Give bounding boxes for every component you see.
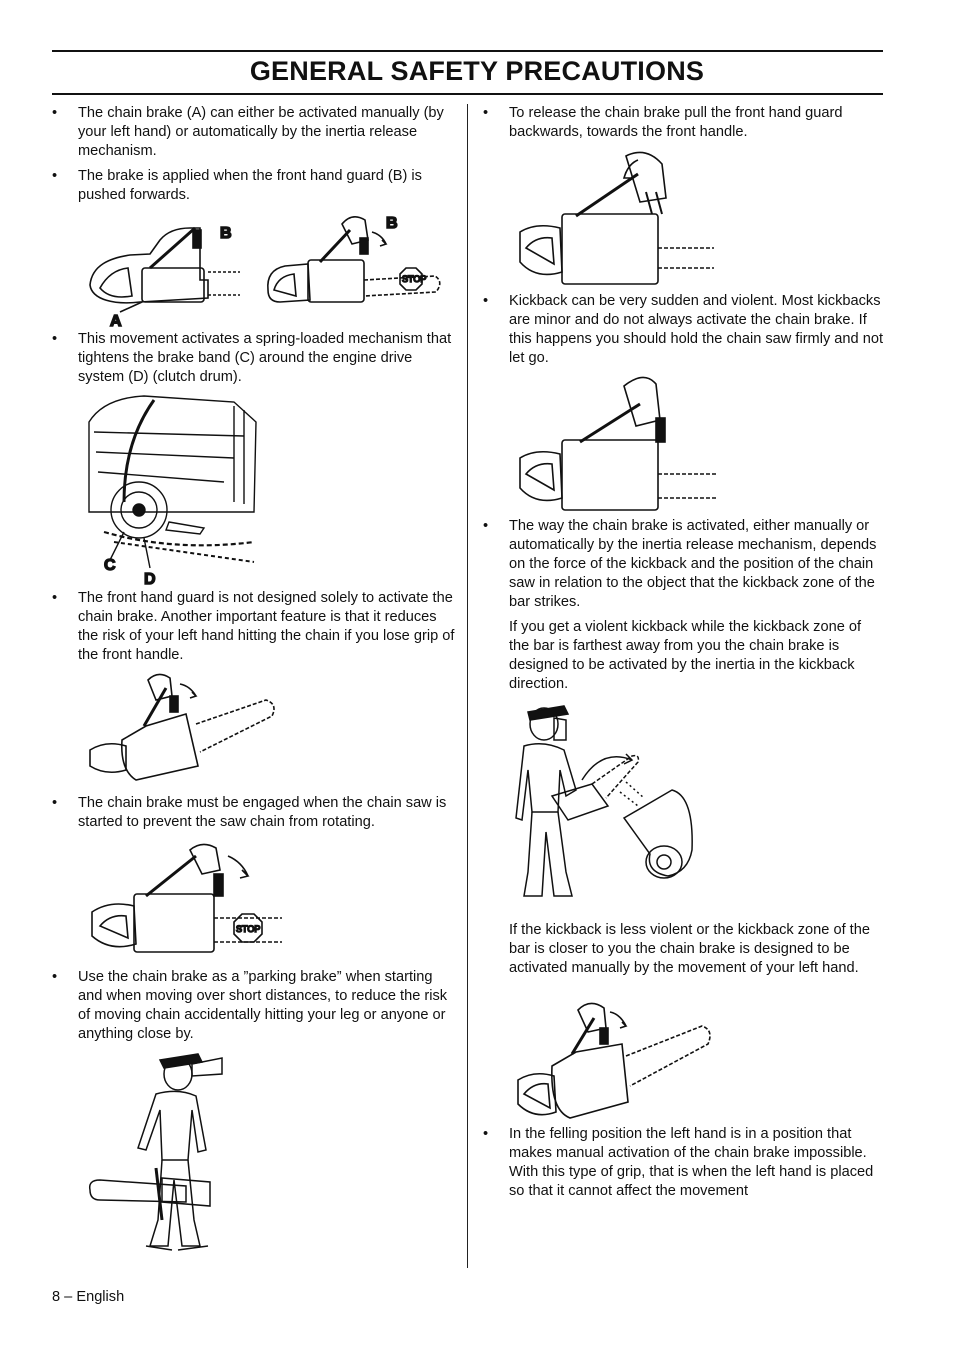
figure-release-brake — [516, 148, 716, 288]
figure-handguard-protection — [86, 670, 286, 790]
figure-kickback-log — [512, 700, 702, 918]
left-bullet-4: • The front hand guard is not designed solely to activate the chain brake. Another important feature is that it reduces the risk of your left hand hitting the chain if you lose grip of the front handle. — [78, 589, 458, 665]
right-bullet-3: • The way the chain brake is activated, either manually or automatically by the inertia release mechanism, depends on the force of the kickback and the position of the chain saw in relation to the object that the kickback zone of the bar strikes. — [509, 517, 883, 612]
figure-operator-carrying-saw — [86, 1050, 226, 1270]
label-b-right: B — [386, 215, 398, 232]
label-c: C — [104, 557, 116, 574]
right-paragraph-inertia: If you get a violent kickback while the kickback zone of the bar is farthest away from you the chain brake is designed to be activated by the inertia in the kickback direction. — [509, 619, 862, 692]
left-bullet-6: • Use the chain brake as a ”parking brake” when starting and when moving over short distances, to reduce the risk of moving chain accidentally hitting your leg or anyone or anything close by. — [78, 968, 458, 1044]
column-divider — [467, 104, 468, 1268]
label-a: A — [110, 313, 122, 330]
figure-brake-band-clutch — [84, 392, 259, 587]
stop-sign-label-2: STOP — [236, 924, 261, 934]
label-d: D — [144, 571, 156, 588]
right-paragraph-manual: If the kickback is less violent or the kickback zone of the bar is closer to you the chain brake is designed to be activated manually by the movement of your left hand. — [509, 922, 870, 976]
label-b-left: B — [220, 225, 232, 242]
header-bottom-rule — [52, 93, 883, 95]
right-bullet-1: • To release the chain brake pull the front hand guard backwards, towards the front handle. — [509, 104, 883, 142]
page-footer: 8 – English — [52, 1289, 125, 1305]
left-bullet-1: • The chain brake (A) can either be activated manually (by your left hand) or automatically by the inertia release mechanism. — [78, 104, 458, 161]
left-bullet-2: • The brake is applied when the front hand guard (B) is pushed forwards. — [78, 167, 458, 205]
left-bullet-5: • The chain brake must be engaged when the chain saw is started to prevent the saw chain from rotating. — [78, 794, 458, 832]
stop-sign-label-1: STOP — [402, 274, 427, 284]
figure-manual-activation — [514, 1000, 719, 1125]
figure-brake-handguard — [80, 210, 450, 328]
right-bullet-4: • In the felling position the left hand is in a position that makes manual activation of the chain brake impossible. With this type of grip, that is when the left hand is placed so that it cannot affect the movement — [509, 1125, 883, 1201]
figure-brake-engaged-start — [86, 840, 286, 965]
figure-firm-grip — [516, 374, 721, 514]
header-top-rule — [52, 50, 883, 52]
page-title: GENERAL SAFETY PRECAUTIONS — [249, 56, 705, 86]
left-bullet-3: • This movement activates a spring-loaded mechanism that tightens the brake band (C) around the engine drive system (D) (clutch drum). — [78, 330, 458, 387]
right-bullet-2: • Kickback can be very sudden and violent. Most kickbacks are minor and do not always activate the chain brake. If this happens you should hold the chain saw firmly and not let go. — [509, 292, 883, 368]
